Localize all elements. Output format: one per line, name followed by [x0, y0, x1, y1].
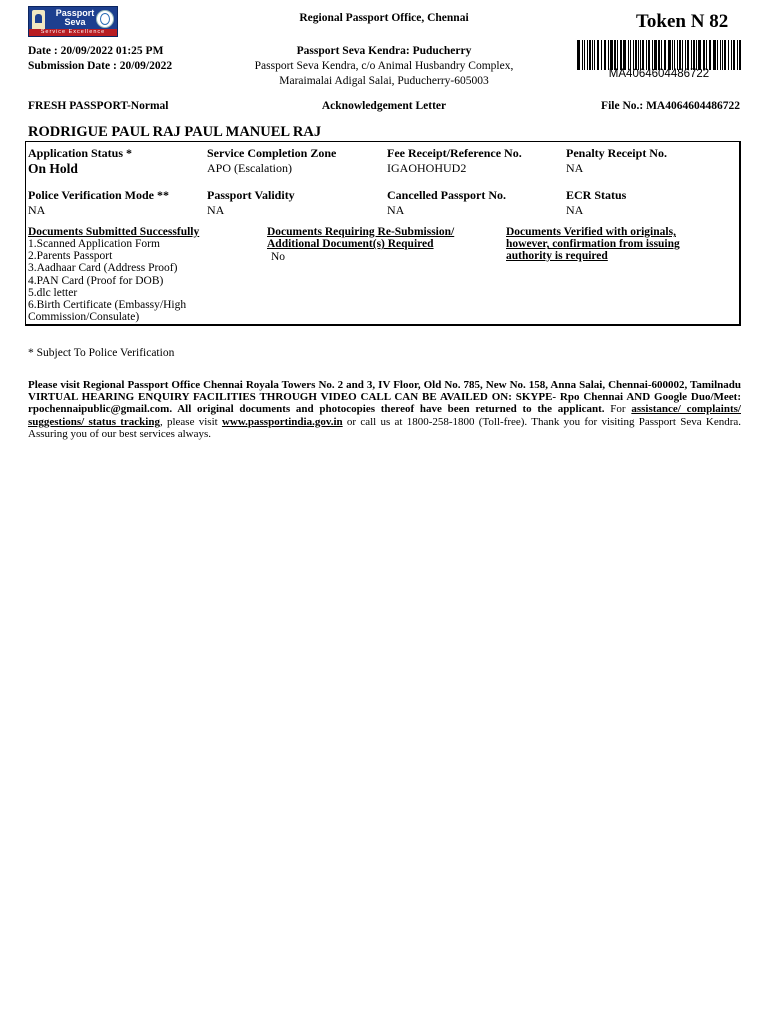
date: Date : 20/09/2022 01:25 PM	[28, 45, 164, 57]
label-passport-validity: Passport Validity	[207, 188, 295, 202]
value-application-status: On Hold	[28, 161, 78, 176]
label-service-zone: Service Completion Zone	[207, 146, 337, 160]
token-number: Token N 82	[636, 11, 729, 32]
value-fee-receipt: IGAOHOHUD2	[387, 161, 467, 175]
kendra-address-line2: Maraimalai Adigal Salai, Puducherry-605003	[279, 75, 489, 87]
logo-line1: Passport	[55, 8, 95, 18]
barcode-number: MA4064604486722	[608, 68, 710, 80]
label-cancelled-passport: Cancelled Passport No.	[387, 188, 506, 202]
list-item: 3.Aadhaar Card (Address Proof)	[28, 262, 178, 275]
label-police-verification: Police Verification Mode **	[28, 188, 169, 202]
list-item: 1.Scanned Application Form	[28, 238, 160, 250]
resubmission-heading	[267, 226, 454, 250]
notice-bold: Please visit Regional Passport Office Chennai Royala Towers No. 2 and 3, IV Floor, Old No. 785, New No. 158, Anna Salai, Chennai-600002, Tamilnadu VIRTUAL HEARING ENQUIRY FACILITIES THROUGH VIDEO CALL CAN BE AVAILED ON: SKYPE- Rpo Chennai AND Google Duo/Meet: rpochennaipublic@gmail.com. All original documents and photocopies thereof have been returned to the applicant.	[28, 379, 741, 416]
logo-tagline: Service Excellence	[29, 29, 117, 36]
list-item: 2.Parents Passport	[28, 250, 113, 263]
globe-icon	[96, 10, 114, 28]
resubmission-value: No	[271, 251, 286, 263]
passport-seva-logo	[28, 6, 118, 37]
value-service-zone: APO (Escalation)	[207, 161, 292, 175]
value-passport-validity: NA	[207, 203, 225, 217]
letter-type: Acknowledgement Letter	[321, 100, 447, 112]
submission-date: Submission Date : 20/09/2022	[28, 60, 173, 72]
logo-line2: Seva	[64, 17, 86, 27]
list-item: 4.PAN Card (Proof for DOB)	[28, 274, 164, 287]
notice-tail: or call us at 1800-258-1800 (Toll-free). Thank you for visiting Passport Seva Kendra. Assuring you of our best services always.	[28, 415, 741, 440]
verified-heading-line1: Documents Verified with originals,	[506, 226, 676, 238]
value-police-verification: NA	[28, 203, 46, 217]
kendra-address-line1: Passport Seva Kendra, c/o Animal Husbandry Complex,	[254, 60, 514, 72]
website-link[interactable]: www.passportindia.gov.in	[221, 415, 343, 428]
verified-heading-line3: authority is required	[506, 250, 608, 263]
kendra-name: Passport Seva Kendra: Puducherry	[296, 45, 472, 57]
submitted-heading: Documents Submitted Successfully	[28, 226, 200, 238]
logo-text	[51, 9, 99, 27]
verified-heading	[506, 226, 680, 263]
value-cancelled-passport: NA	[387, 203, 405, 217]
resubmission-heading-line2: Additional Document(s) Required	[267, 238, 434, 251]
notice-please-visit: , please visit	[159, 415, 222, 428]
footnote: * Subject To Police Verification	[28, 347, 175, 359]
label-penalty-receipt: Penalty Receipt No.	[566, 146, 667, 160]
notice-for: For	[604, 403, 632, 416]
notice-paragraph	[28, 379, 741, 440]
assistance-link[interactable]: assistance/ complaints/ suggestions/ status tracking	[28, 403, 741, 428]
verified-heading-line2: however, confirmation from issuing	[506, 238, 680, 251]
office-title: Regional Passport Office, Chennai	[299, 12, 469, 24]
resubmission-heading-line1: Documents Requiring Re-Submission/	[267, 226, 455, 238]
list-item: Commission/Consulate)	[28, 311, 140, 324]
label-application-status: Application Status *	[28, 146, 133, 160]
list-item: 5.dlc letter	[28, 286, 78, 299]
label-ecr-status: ECR Status	[566, 188, 627, 202]
applicant-name: RODRIGUE PAUL RAJ PAUL MANUEL RAJ	[28, 124, 322, 140]
service-type: FRESH PASSPORT-Normal	[28, 100, 169, 112]
value-ecr-status: NA	[566, 203, 584, 217]
label-fee-receipt: Fee Receipt/Reference No.	[387, 146, 522, 160]
value-penalty-receipt: NA	[566, 161, 584, 175]
file-number: File No.: MA4064604486722	[601, 100, 740, 112]
list-item: 6.Birth Certificate (Embassy/High	[28, 299, 187, 312]
submitted-list	[28, 238, 186, 323]
barcode-image	[576, 40, 742, 70]
